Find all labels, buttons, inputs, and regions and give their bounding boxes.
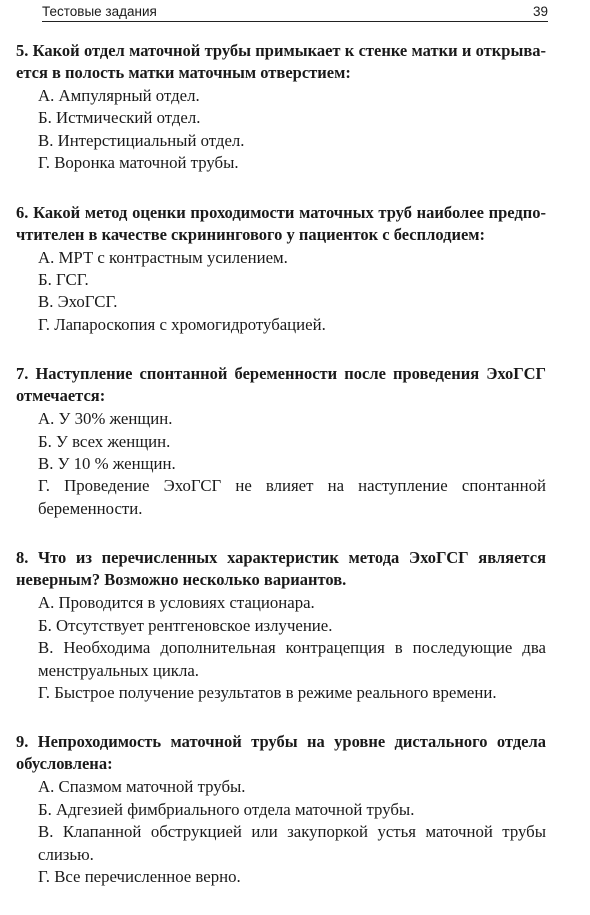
answer-options (16, 247, 546, 337)
answer-option: Г. Лапароскопия с хромогидротубацией. (38, 314, 326, 334)
answer-options (16, 85, 546, 175)
answer-option: В. Необходима дополнительная контрацепция в последующие два менструальных цикла. (38, 638, 546, 680)
answer-option: В. Клапанной обструкцией или закупоркой устья маточной трубы слизью. (38, 822, 546, 864)
answer-option: Б. У всех женщин. (38, 431, 171, 451)
page-number: 39 (532, 4, 548, 19)
answer-options (16, 592, 546, 704)
question-8 (16, 547, 546, 704)
answer-option: А. МРТ с контрастным усилением. (38, 247, 288, 267)
answer-option: А. У 30% женщин. (38, 409, 173, 429)
answer-option: Г. Все перечисленное верно. (38, 866, 241, 886)
answer-option: Б. Истмический отдел. (38, 108, 201, 128)
answer-option: Б. Адгезией фимбриального отдела маточной трубы. (38, 799, 415, 819)
answer-options (16, 776, 546, 888)
answer-option: В. ЭхоГСГ. (38, 292, 118, 312)
answer-option: А. Проводится в условиях стационара. (38, 593, 315, 613)
answer-option: В. Интерстициальный отдел. (38, 130, 245, 150)
answer-option: Б. Отсутствует рентгеновское излучение. (38, 615, 333, 635)
answer-option: В. У 10 % женщин. (38, 454, 176, 474)
question-6 (16, 202, 546, 337)
answer-option: А. Спазмом маточной трубы. (38, 777, 246, 797)
answer-option: Б. ГСГ. (38, 270, 89, 290)
question-text: 6. Какой метод оценки проходимости маточных труб наиболее предпо-чтителен в качестве скринингового у пациенток с бесплодием: (16, 202, 546, 244)
answer-option: Г. Проведение ЭхоГСГ не влияет на наступление спонтанной беременности. (38, 476, 546, 518)
running-title: Тестовые задания (42, 4, 157, 19)
question-7 (16, 363, 546, 520)
question-5 (16, 40, 546, 175)
question-9 (16, 731, 546, 888)
question-text: 9. Непроходимость маточной трубы на уровне дистального отдела обусловлена: (16, 732, 546, 774)
answer-options (16, 408, 546, 520)
answer-option: Г. Воронка маточной трубы. (38, 153, 239, 173)
page-header (42, 0, 548, 22)
question-list (16, 40, 546, 915)
question-text: 5. Какой отдел маточной трубы примыкает к стенке матки и открыва-ется в полость матки маточным отверстием: (16, 41, 546, 82)
question-text: 7. Наступление спонтанной беременности после проведения ЭхоГСГ отмечается: (16, 364, 546, 406)
answer-option: А. Ампулярный отдел. (38, 86, 200, 105)
question-text: 8. Что из перечисленных характеристик метода ЭхоГСГ является неверным? Возможно несколько вариантов. (16, 548, 546, 590)
answer-option: Г. Быстрое получение результатов в режиме реального времени. (38, 682, 497, 702)
